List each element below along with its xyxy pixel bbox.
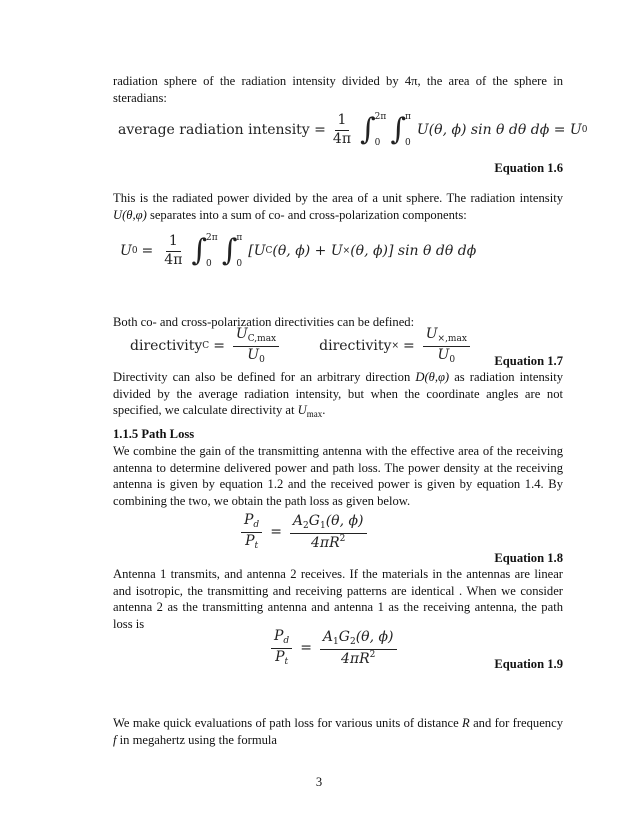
numerator: A bbox=[322, 628, 334, 645]
integral-sign: ∫ 2π 0 bbox=[360, 112, 387, 148]
subscript: t bbox=[254, 540, 259, 551]
numerator: G bbox=[338, 628, 350, 645]
integrand: U(θ, ϕ) sin θ dθ dϕ = U bbox=[416, 122, 582, 138]
italic-term: R bbox=[462, 716, 470, 730]
paragraph-text: We combine the gain of the transmitting antenna with the effective area of the receiving antenna to determine delivered power and path loss. The power density at the receiving antenna is given by equation 1.2 and the received power is given by equation 1.4. By combining the two, we obtain the path loss as given below. bbox=[113, 444, 563, 508]
paragraph-text: Directivity can also be defined for an arbitrary direction bbox=[113, 370, 416, 384]
fraction bbox=[290, 514, 367, 551]
numerator: 1 bbox=[166, 234, 181, 251]
equation-label-1-7: Equation 1.7 bbox=[494, 354, 563, 368]
numerator: P bbox=[274, 628, 284, 644]
fraction bbox=[271, 629, 292, 668]
numerator: A bbox=[292, 512, 304, 529]
paragraph-quick-evaluations bbox=[113, 715, 563, 748]
paragraph-text: as radiation intensity divided by the average radiation intensity, but when the coordinate angles are not specified, we calculate directivity at bbox=[113, 370, 563, 418]
italic-term: U(θ,φ) bbox=[113, 207, 147, 222]
denominator: P bbox=[245, 532, 255, 549]
subscript: 1 bbox=[333, 636, 339, 647]
paragraph-text: Both co- and cross-polarization directivities can be defined: bbox=[113, 315, 415, 329]
subscript: 2 bbox=[349, 636, 356, 647]
subscript: max bbox=[306, 409, 323, 420]
equation-lhs: directivity bbox=[319, 338, 392, 355]
equation-1-7: directivity C = $\frac{U_{C,max}}{U_0}$ directivity × = $\frac{U_{\times,max}}{U_0}$ bbox=[130, 327, 474, 366]
subscript: 0 bbox=[131, 246, 138, 256]
paragraph-text: separates into a sum of co- and cross-polarization components: bbox=[146, 207, 467, 222]
equation-label-1-6: Equation 1.6 bbox=[494, 161, 563, 175]
denominator: U bbox=[437, 346, 450, 363]
numerator: P bbox=[244, 512, 254, 528]
fraction bbox=[423, 327, 470, 366]
paragraph-radiation-sphere bbox=[113, 73, 563, 106]
subscript: × bbox=[391, 341, 399, 352]
paragraph-text: in megahertz using the formula bbox=[116, 732, 278, 747]
fraction bbox=[161, 234, 185, 268]
lower-limit: 0 bbox=[206, 259, 212, 269]
subscript: d bbox=[283, 636, 290, 646]
paragraph-antenna-transmit bbox=[113, 566, 563, 632]
subscript: 1 bbox=[319, 520, 326, 531]
subscript: C,max bbox=[247, 334, 277, 344]
superscript: 2 bbox=[339, 533, 346, 544]
paragraph-path-loss bbox=[113, 443, 563, 509]
upper-limit: π bbox=[236, 233, 243, 243]
subscript: 2 bbox=[303, 520, 309, 531]
fraction bbox=[320, 630, 397, 667]
equation-label-1-9: Equation 1.9 bbox=[494, 657, 563, 671]
paragraph-radiated-power bbox=[113, 190, 563, 223]
paragraph-text: . bbox=[322, 403, 326, 418]
upper-limit: 2π bbox=[374, 112, 387, 122]
subscript: t bbox=[284, 656, 289, 667]
equation-lhs: U bbox=[120, 243, 132, 259]
numerator: U bbox=[425, 326, 438, 342]
superscript: 2 bbox=[369, 649, 376, 660]
paragraph-text: and for frequency bbox=[469, 716, 563, 730]
denominator: 4π bbox=[332, 130, 352, 147]
numerator: 1 bbox=[335, 113, 350, 130]
integrand: (θ, ϕ)] sin θ dθ dϕ bbox=[350, 243, 477, 259]
numerator: (θ, ϕ) bbox=[355, 628, 394, 645]
equation-label-1-8: Equation 1.8 bbox=[494, 551, 563, 565]
subscript: d bbox=[253, 520, 260, 530]
subscript: C bbox=[265, 246, 273, 256]
lower-limit: 0 bbox=[374, 138, 381, 148]
denominator: 4πR bbox=[341, 650, 370, 667]
section-heading-path-loss: 1.1.5 Path Loss bbox=[113, 427, 195, 441]
subscript: C bbox=[202, 341, 210, 352]
integral-sign: ∫ π 0 bbox=[390, 112, 411, 148]
equation-lhs: directivity bbox=[130, 338, 203, 355]
integral-sign: ∫ 2π 0 bbox=[191, 233, 218, 269]
paragraph-text: We make quick evaluations of path loss for various units of distance bbox=[113, 716, 463, 730]
integrand: [U bbox=[248, 243, 266, 259]
denominator: P bbox=[275, 648, 285, 665]
paragraph-text: Antenna 1 transmits, and antenna 2 receives. If the materials in the antennas are linear and isotropic, the transmitting and receiving patterns are identical . When we consider antenna 2 as the transmitting antenna and antenna 1 as the receiving antenna, the path loss is bbox=[113, 567, 563, 631]
subscript: 0 bbox=[449, 354, 456, 365]
paragraph-text: This is the radiated power divided by the area of a unit sphere. The radiation intensity bbox=[113, 191, 563, 205]
denominator: 4π bbox=[164, 251, 183, 268]
subscript: ×,max bbox=[437, 334, 467, 344]
fraction bbox=[233, 327, 279, 366]
upper-limit: 2π bbox=[206, 233, 218, 243]
paragraph-directivity-arbitrary bbox=[113, 369, 563, 423]
fraction bbox=[330, 113, 354, 147]
italic-term: D(θ,φ) bbox=[415, 370, 450, 384]
lower-limit: 0 bbox=[236, 259, 243, 269]
subscript: 0 bbox=[581, 125, 588, 135]
italic-term: f bbox=[113, 732, 117, 747]
integral-sign: ∫ π 0 bbox=[221, 233, 243, 269]
equation-lhs: average radiation intensity = bbox=[118, 122, 326, 138]
equation-1-9: $\frac{P_d}{P_t}$ = $\frac{A_1G_2(\theta, \phi)}{4\pi R^2}$ bbox=[267, 629, 401, 668]
equation-1-6 bbox=[118, 112, 587, 148]
subscript: 0 bbox=[259, 354, 265, 365]
fraction bbox=[241, 513, 262, 552]
equation-1-8: $\frac{P_d}{P_t}$ = $\frac{A_2G_1(\theta, \phi)}{4\pi R^2}$ bbox=[237, 513, 371, 552]
italic-term: U bbox=[297, 403, 307, 418]
integrand: (θ, ϕ) + U bbox=[272, 243, 343, 259]
lower-limit: 0 bbox=[404, 138, 411, 148]
equation-u0: U 0 = $\frac{1}{4\pi}$ ∫ 2π 0 ∫ π 0 [U C (θ, ϕ) + U × (θ, ϕ)] sin θ dθ dϕ bbox=[120, 233, 477, 269]
numerator: G bbox=[308, 512, 320, 529]
subscript: × bbox=[342, 246, 351, 256]
denominator: U bbox=[247, 346, 260, 363]
upper-limit: π bbox=[404, 112, 411, 122]
paragraph-text: radiation sphere of the radiation intensity divided by 4π, the area of the sphere in steradians: bbox=[113, 74, 563, 105]
page-number: 3 bbox=[315, 775, 323, 789]
numerator: U bbox=[235, 326, 248, 342]
numerator: (θ, ϕ) bbox=[325, 512, 364, 529]
denominator: 4πR bbox=[311, 534, 340, 551]
